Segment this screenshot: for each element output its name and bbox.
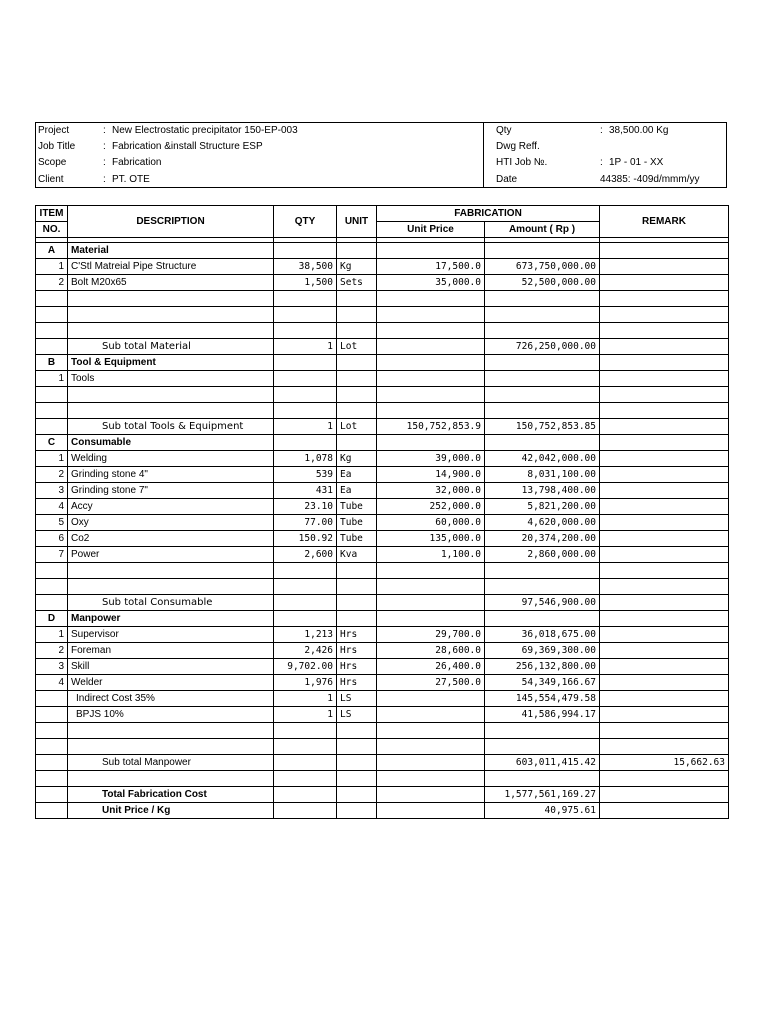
section-code: C (36, 435, 68, 451)
total-fabrication-amount: 1,577,561,169.27 (485, 787, 600, 803)
table-row (36, 643, 729, 659)
row-unit: Ea (337, 483, 377, 499)
subtotal-row (36, 755, 729, 771)
total-fabrication-label: Total Fabrication Cost (68, 787, 274, 803)
row-amount: 20,374,200.00 (485, 531, 600, 547)
row-no: 2 (36, 275, 68, 291)
row-unit-price: 29,700.0 (377, 627, 485, 643)
section-header (36, 435, 729, 451)
table-row (36, 627, 729, 643)
empty-row (36, 323, 729, 339)
row-qty: 77.00 (274, 515, 337, 531)
table-row (36, 483, 729, 499)
row-no: 6 (36, 531, 68, 547)
row-unit: Kva (337, 547, 377, 563)
row-unit: Hrs (337, 643, 377, 659)
row-description: BPJS 10% (68, 707, 274, 723)
row-qty: 1,213 (274, 627, 337, 643)
row-unit-price: 26,400.0 (377, 659, 485, 675)
row-qty: 2,600 (274, 547, 337, 563)
row-no: 2 (36, 467, 68, 483)
row-qty: 1,500 (274, 275, 337, 291)
section-header (36, 243, 729, 259)
project-label: Project (38, 125, 70, 136)
row-description: Indirect Cost 35% (68, 691, 274, 707)
subtotal-qty: 1 (274, 419, 337, 435)
row-amount: 41,586,994.17 (485, 707, 600, 723)
subtotal-unit: Lot (337, 339, 377, 355)
section-title: Manpower (68, 611, 274, 627)
row-unit: Hrs (337, 627, 377, 643)
row-amount: 36,018,675.00 (485, 627, 600, 643)
section-title: Tool & Equipment (68, 355, 274, 371)
col-unit-price: Unit Price (377, 222, 485, 238)
row-amount: 69,369,300.00 (485, 643, 600, 659)
empty-row (36, 563, 729, 579)
scope-value: Fabrication (112, 157, 162, 168)
row-description: Welding (68, 451, 274, 467)
empty-row (36, 579, 729, 595)
row-description: Accy (68, 499, 274, 515)
col-unit: UNIT (337, 206, 377, 238)
row-unit: Ea (337, 467, 377, 483)
col-qty: QTY (274, 206, 337, 238)
table-row (36, 547, 729, 563)
row-description: Co2 (68, 531, 274, 547)
row-no: 1 (36, 259, 68, 275)
row-amount: 5,821,200.00 (485, 499, 600, 515)
row-unit: Hrs (337, 675, 377, 691)
row-unit: Tube (337, 499, 377, 515)
col-amount: Amount ( Rp ) (485, 222, 600, 238)
row-unit-price: 17,500.0 (377, 259, 485, 275)
table-row (36, 675, 729, 691)
row-amount: 13,798,400.00 (485, 483, 600, 499)
empty-row (36, 403, 729, 419)
row-no: 1 (36, 627, 68, 643)
client-value: PT. OTE (112, 174, 150, 185)
subtotal-unit: Lot (337, 419, 377, 435)
row-qty: 1,976 (274, 675, 337, 691)
table-row (36, 499, 729, 515)
row-qty: 1 (274, 707, 337, 723)
colon: : (600, 125, 603, 136)
unit-price-amount: 40,975.61 (485, 803, 600, 819)
row-no: 2 (36, 643, 68, 659)
section-code: A (36, 243, 68, 259)
row-no: 5 (36, 515, 68, 531)
subtotal-amount: 726,250,000.00 (485, 339, 600, 355)
row-amount: 2,860,000.00 (485, 547, 600, 563)
row-unit: Tube (337, 515, 377, 531)
row-unit-price: 135,000.0 (377, 531, 485, 547)
project-value: New Electrostatic precipitator 150-EP-003 (112, 125, 298, 136)
row-description: Oxy (68, 515, 274, 531)
section-code: B (36, 355, 68, 371)
row-unit: Kg (337, 259, 377, 275)
empty-row (36, 307, 729, 323)
row-qty: 38,500 (274, 259, 337, 275)
row-amount: 52,500,000.00 (485, 275, 600, 291)
subtotal-row (36, 339, 729, 355)
section-title: Material (68, 243, 274, 259)
empty-row (36, 291, 729, 307)
row-no: 4 (36, 675, 68, 691)
row-amount: 8,031,100.00 (485, 467, 600, 483)
unit-price-row (36, 803, 729, 819)
subtotal-label: Sub total Consumable (68, 595, 274, 611)
col-fabrication: FABRICATION (377, 206, 600, 222)
subtotal-label: Sub total Tools & Equipment (68, 419, 274, 435)
row-description: C'Stl Matreial Pipe Structure (68, 259, 274, 275)
row-unit: Tube (337, 531, 377, 547)
subtotal-qty: 1 (274, 339, 337, 355)
row-description: Power (68, 547, 274, 563)
col-description: DESCRIPTION (68, 206, 274, 238)
row-unit: Sets (337, 275, 377, 291)
job-title-value: Fabrication &install Structure ESP (112, 141, 263, 152)
row-qty: 1 (274, 691, 337, 707)
job-title-label: Job Title (38, 141, 76, 152)
row-unit: LS (337, 707, 377, 723)
row-description: Bolt M20x65 (68, 275, 274, 291)
row-unit-price: 32,000.0 (377, 483, 485, 499)
row-no: 1 (36, 371, 68, 387)
row-no: 1 (36, 451, 68, 467)
row-amount: 145,554,479.58 (485, 691, 600, 707)
row-unit-price: 35,000.0 (377, 275, 485, 291)
table-row (36, 259, 729, 275)
row-qty: 1,078 (274, 451, 337, 467)
subtotal-label: Sub total Material (68, 339, 274, 355)
table-row (36, 707, 729, 723)
subtotal-amount: 97,546,900.00 (485, 595, 600, 611)
table-row (36, 691, 729, 707)
row-unit-price: 27,500.0 (377, 675, 485, 691)
row-qty: 23.10 (274, 499, 337, 515)
hti-value: 1P - 01 - XX (609, 157, 664, 168)
row-amount: 42,042,000.00 (485, 451, 600, 467)
unit-price-label: Unit Price / Kg (68, 803, 274, 819)
col-item: ITEM (36, 206, 68, 222)
date-value: 44385: -409d/mmm/yy (600, 174, 700, 185)
row-no: 7 (36, 547, 68, 563)
row-no: 3 (36, 659, 68, 675)
section-code: D (36, 611, 68, 627)
table-row (36, 467, 729, 483)
row-description: Skill (68, 659, 274, 675)
row-amount: 256,132,800.00 (485, 659, 600, 675)
row-unit-price: 39,000.0 (377, 451, 485, 467)
row-amount: 4,620,000.00 (485, 515, 600, 531)
row-unit-price: 14,900.0 (377, 467, 485, 483)
scope-label: Scope (38, 157, 67, 168)
row-no: 3 (36, 483, 68, 499)
qty-value: 38,500.00 Kg (609, 125, 669, 136)
empty-row (36, 739, 729, 755)
empty-row (36, 723, 729, 739)
colon: : (103, 157, 106, 168)
table-row (36, 659, 729, 675)
table-row (36, 531, 729, 547)
colon: : (103, 125, 106, 136)
row-amount: 673,750,000.00 (485, 259, 600, 275)
section-title: Consumable (68, 435, 274, 451)
dwg-label: Dwg Reff. (496, 141, 540, 152)
cost-table (35, 205, 729, 819)
empty-row (36, 771, 729, 787)
table-row (36, 451, 729, 467)
table-row (36, 515, 729, 531)
hti-label: HTI Job №. (496, 157, 548, 168)
colon: : (600, 157, 603, 168)
row-qty: 150.92 (274, 531, 337, 547)
row-description: Supervisor (68, 627, 274, 643)
row-qty: 431 (274, 483, 337, 499)
empty-row (36, 387, 729, 403)
project-info-box (35, 122, 727, 188)
subtotal-label: Sub total Manpower (68, 755, 274, 771)
section-header (36, 355, 729, 371)
row-description: Grinding stone 7" (68, 483, 274, 499)
qty-label: Qty (496, 125, 512, 136)
row-unit: Hrs (337, 659, 377, 675)
subtotal-amount: 150,752,853.85 (485, 419, 600, 435)
client-label: Client (38, 174, 64, 185)
row-description: Grinding stone 4" (68, 467, 274, 483)
subtotal-unit-price: 150,752,853.9 (377, 419, 485, 435)
table-row (36, 275, 729, 291)
row-description: Foreman (68, 643, 274, 659)
table-row (36, 371, 729, 387)
colon: : (103, 141, 106, 152)
row-description: Tools (68, 371, 274, 387)
row-description: Welder (68, 675, 274, 691)
row-qty: 9,702.00 (274, 659, 337, 675)
row-unit-price: 28,600.0 (377, 643, 485, 659)
row-unit: Kg (337, 451, 377, 467)
row-unit: LS (337, 691, 377, 707)
subtotal-remark: 15,662.63 (600, 755, 729, 771)
row-unit-price: 60,000.0 (377, 515, 485, 531)
section-header (36, 611, 729, 627)
col-remark: REMARK (600, 206, 729, 238)
col-no: NO. (36, 222, 68, 238)
info-divider (483, 123, 484, 187)
date-label: Date (496, 174, 518, 185)
subtotal-row (36, 419, 729, 435)
row-qty: 2,426 (274, 643, 337, 659)
row-qty: 539 (274, 467, 337, 483)
row-amount: 54,349,166.67 (485, 675, 600, 691)
total-row (36, 787, 729, 803)
subtotal-row (36, 595, 729, 611)
row-unit-price: 1,100.0 (377, 547, 485, 563)
colon: : (103, 174, 106, 185)
row-unit-price: 252,000.0 (377, 499, 485, 515)
subtotal-amount: 603,011,415.42 (485, 755, 600, 771)
row-no: 4 (36, 499, 68, 515)
